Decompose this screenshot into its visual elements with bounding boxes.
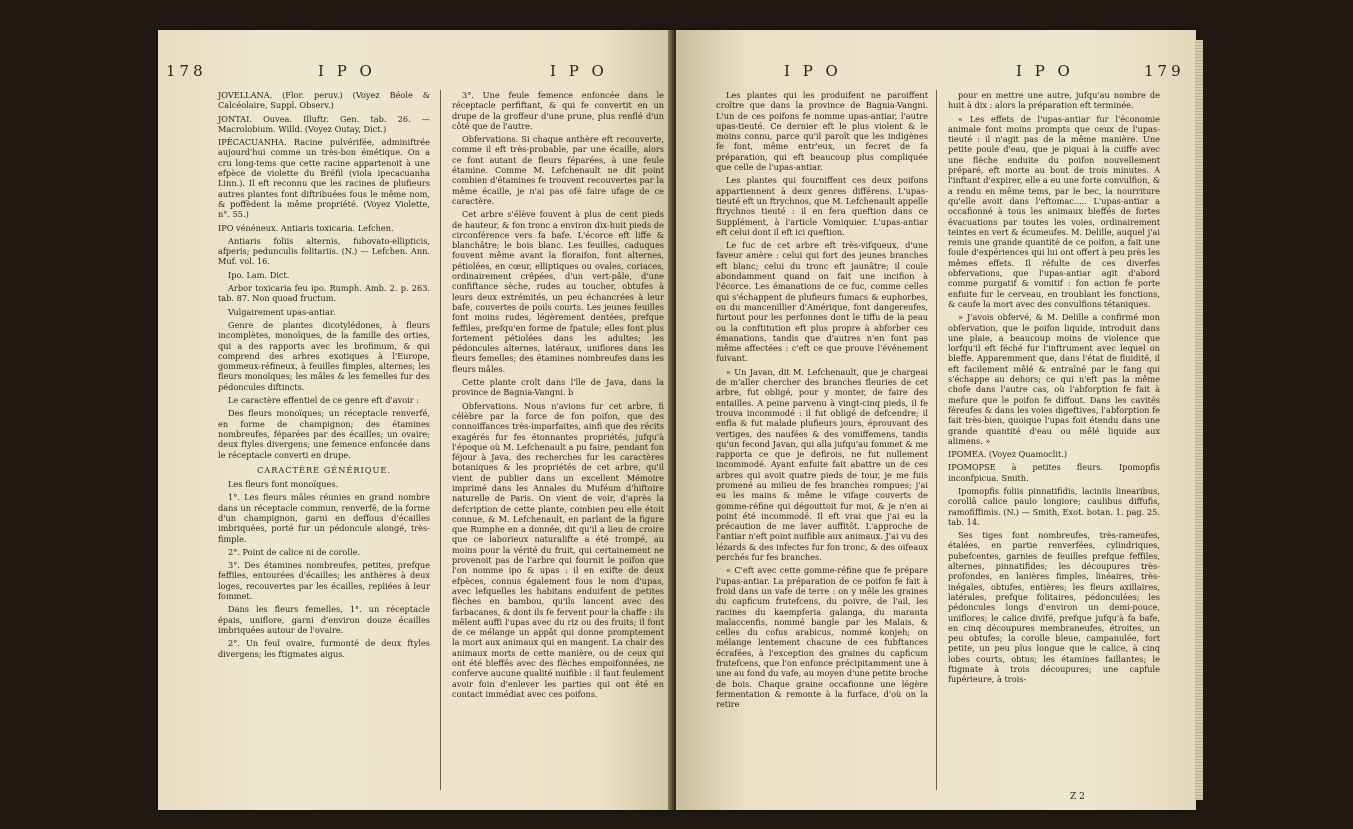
paragraph: Genre de plantes dicotylédones, à fleurs incomplètes, monoïques, de la famille des orties, qui a des rapports avec les brofimum, & qui comprend des arbres exotiques à l'Europe, gommeux-réfineux, à feuilles fimples, alternes; les fleurs monoïques; les mâles & les femelles fur des pédoncules diftincts. [218,319,430,392]
paragraph: Ipo. Lam. Dict. [228,269,290,280]
paragraph: IPOMEA. (Voyez Quamoclit.) [948,449,1068,460]
paragraph: 2°. Un feul ovaire, furmonté de deux ftyles divergens; les ftigmates aigus. [218,638,430,659]
right-column-2 [948,90,1160,688]
paragraph: Ses tiges font nombreufes, très-rameufes, étalées, en partie renverfées, cylindriques, pubefcentes, garnies de feuilles prefque feffiles, alternes, pinnatifides; les découpures très-profondes, en lanières fimples, linéaires, très-inégales, obtufes, entières; les fleurs axillaires, latérales, prefque folitaires, pédonculées; les pédoncules longs d'environ un demi-pouce, uniflores; le calice divifé, prefque jufqu'à fa bafe, en cinq découpures membraneufes, étroites, un peu obtufes; la corolle bleue, campanulée, fort petite, un peu plus longue que le calice, à cinq lobes courts, obtus; les étamines faillantes; le ftigmate à trois découpures; une capfule fupérieure, à trois- [948,530,1160,685]
paragraph: « Les effets de l'upas-antiar fur l'économie animale font moins prompts que ceux de l'upas-tieuté : il n'agit pas de la même manière. Une petite poule d'eau, que je piquai à la cuiffe avec une flèche enduite du poifon nouvellement préparé, eft morte au bout de trois minutes. A l'inftant d'expirer, elle a eu une forte convulfion, & a rendu en même tems, par le bec, la nourriture qu'elle avoit dans l'eftomac..... L'upas-antiar a occafionné à tous les animaux bleffés de fortes évacuations par toutes les voies, ordinairement teintes en vert & écumeufes. M. Delille, auquel j'ai remis une grande quantité de ce poifon, a fait une foule d'expériences qui lui ont offert à peu près les mêmes effets. Il réfulte de ces diverfes obfervations, que l'upas-antiar agit d'abord comme purgatif & vomitif : fon action fe porte enfuite fur le cerveau, en troublant les fonctions, & caufe la mort avec des convulfions tétaniques. [948,113,1160,309]
paragraph: « Un Javan, dit M. Lefchenault, que je chargeai de m'aller chercher des branches fleuries de cet arbre, fut obligé, pour y monter, de faire des entailles. A peine parvenu à vingt-cinq pieds, il fe trouva incommodé : il fut obligé de defcendre; il enfla & fut malade plufieurs jours, éprouvant des vertiges, des naufées & des vomiffemens, tandis qu'un fecond Javan, qui alla jufqu'au fommet & me rapporta ce que je defirois, ne fut nullement incommodé. Ayant enfuite fait abattre un de ces arbres qui avoit quatre pieds de tour, je me fuis promené au milieu de fes branches rompues; j'ai eu les mains & même le vifage couverts de gomme-réfine qui dégouttoit fur moi, & je n'en ai point été incommodé. Il eft vrai que j'ai eu la précaution de me laver auffitôt. L'approche de l'antiar n'eft point nuifible aux animaux. J'ai vu des lézards & des infectes fur fon tronc, & des oifeaux perchés fur fes branches. [716,366,928,563]
paragraph: Les plantes qui les produifent ne paroiffent croître que dans la province de Bagnia-Vangni. L'un de ces poifons fe nomme upas-antiar, l'autre upas-tieuté. Ce dernier eft le plus violent & le moins connu, parce qu'il paroît que les indigènes fe font, même entr'eux, un fecret de fa préparation, qui eft beaucoup plus compliquée que celle de l'upas-antiar. [716,90,928,173]
column-rule [440,90,441,790]
paragraph: Cet arbre s'élève fouvent à plus de cent pieds de hauteur, & fon tronc a environ dix-huit pieds de circonférence vers fa bafe. L'écorce eft liffe & blanchâtre; le bois blanc. Les feuilles, caduques fouvent même avant la floraifon, font alternes, pétiolées, en cœur, elliptiques ou ovales, coriaces, ordinairement crêpées, d'un vert-pâle, d'une confiftance sèche, rudes au toucher, obtufes à leurs deux extrémités, un peu échancrées à leur bafe, couvertes de poils courts. Les jeunes feuilles font moins rudes, légèrement dentées, prefque feffiles, prefqu'en forme de fpatule; elles font plus fortement pétiolées dans les adultes; les pédoncules alternes, latéraux, uniflores dans les fleurs femelles; des étamines nombreufes dans les fleurs mâles. [452,209,664,374]
paragraph: 2°. Point de calice ni de corolle. [228,546,361,557]
running-head-right-2: I P O [1016,62,1074,80]
paragraph: Vulgairement upas-antiar. [228,306,336,317]
book-edge [1195,40,1203,800]
running-head-right-1: I P O [784,62,842,80]
paragraph: 3°. Une feule femence enfoncée dans le réceptacle perfiftant, & qui fe convertit en un drupe de la groffeur d'une prune, plus renflé d'un côté que de l'autre. [452,90,664,131]
paragraph: pour en mettre une autre, jufqu'au nombre de huit à dix : alors la préparation eft terminée. [948,90,1160,111]
paragraph: Antiaris foliis alternis, fubovato-ellipticis, afperis; pedunculis folitariis. (N.) — Lefchen. Ann. Muf. vol. 16. [218,235,430,267]
paragraph: Arbor toxicaria feu ipo. Rumph. Amb. 2. p. 263. tab. 87. Non quoad fructum. [218,283,430,304]
paragraph: JONTAI. Ouvea. Illuftr. Gen. tab. 26. — Macrolobium. Willd. (Voyez Outay, Dict.) [218,113,430,134]
running-head-left-2: I P O [550,62,608,80]
running-head-left-1: I P O [318,62,376,80]
paragraph: IPOMOPSE à petites fleurs. Ipomopfis inconfpicua. Smith. [948,462,1160,483]
paragraph: JOVELLANA. (Flor. peruv.) (Voyez Béole & Calcéolaire, Suppl. Observ.) [218,90,430,111]
paragraph: Cette plante croît dans l'île de Java, dans la province de Bagnia-Vangni. b [452,377,664,398]
paragraph: Les fleurs font monoïques. [228,479,339,490]
paragraph: Le caractère effentiel de ce genre eft d'avoir : [228,395,420,406]
paragraph: IPO vénéneux. Antiaris toxicaria. Lefchen. [218,222,394,233]
paragraph: Ipomopfis foliis pinnatifidis, laciniis linearibus, corollâ calice paulo longiore; caulibus diffufis, ramofiffimis. (N.) — Smith, Exot. botan. 1. pag. 25. tab. 14. [948,485,1160,527]
paragraph: Le fuc de cet arbre eft très-vifqueux, d'une faveur amère : celui qui fort des jeunes branches eft blanc; celui du tronc eft jaunâtre; il coule abondamment quand on fait une incifion à l'écorce. Les émanations de ce fuc, comme celles qui s'échappent de plufieurs fumacs & euphorbes, ou du mancenillier d'Amérique, font dangereufes, furtout pour les perfonnes dont le tiffu de la peau ou la conftitution eft plus propre à abforber ces émanations, tandis que d'autres n'en font pas même affectées : c'eft ce que prouve l'événement fuivant. [716,240,928,364]
paragraph: « C'eft avec cette gomme-réfine que fe prépare l'upas-antiar. La préparation de ce poifon fe fait à froid dans un vafe de terre : on y mêle les graines du capficum frutefcens, du poivre, de l'ail, les racines du kaempferia galanga, du maranta malaccenfis, nommé bangle par les Malais, & celles du cofus arabicus, nommé konjeh; on mélange lentement chacune de ces fubftances écrafées, à l'exception des graines du capficum frutefcens, que l'on enfonce précipitamment une à une au fond du vafe, au moyen d'une petite broche de bois. Chaque graine occafionne une légère fermentation & remonte à la furface, d'où on la retire [716,565,928,710]
left-column-1 [218,90,430,662]
column-rule [936,90,937,790]
paragraph: 3°. Des étamines nombreufes, petites, prefque feffiles, entourées d'écailles; les anthères à deux loges, recouvertes par les écailles, repliées à leur fommet. [218,560,430,602]
paragraph: Obfervations. Si chaque anthère eft recouverte, comme il eft très-probable, par une écaille, alors ce font autant de fleurs féparées, à une feule étamine. Comme M. Lefchenault ne dit point combien d'étamines fe trouvent recouvertes par la même écaille, je n'ai pas ofé faire ufage de ce caractère. [452,134,664,206]
right-page [676,30,1196,810]
right-column-1 [716,90,928,713]
page-number-left: 178 [166,62,207,80]
paragraph: Dans les fleurs femelles, 1°. un réceptacle épais, uniflore, garni d'environ douze écailles imbriquées autour de l'ovaire. [218,604,430,635]
left-page [158,30,674,810]
signature-mark: Z 2 [1070,792,1085,802]
paragraph: Les plantes qui fourniffent ces deux poifons appartiennent à deux genres différens. L'upas-tieuté eft un ftrychnos, que M. Lefchenault appelle ftrychnos tieuté : il en fera queftion dans ce Supplément, à l'article Vomiquier. L'upas-antiar eft celui dont il eft ici queftion. [716,175,928,237]
page-number-right: 179 [1144,62,1185,80]
paragraph: CARACTÈRE GÉNÉRIQUE. [257,464,391,475]
paragraph: IPÉCACUANHA. Racine pulvérifée, adminiftrée aujourd'hui comme un très-bon émétique. On a cru long-tems que cette racine appartenoit à une efpèce de violette du Bréfil (viola ipecacuanha Linn.). Il eft reconnu que les racines de plufieurs autres plantes font diftribuées fous le même nom, & poffèdent la même propriété. (Voyez Violette, n°. 55.) [218,137,430,220]
paragraph: 1°. Les fleurs mâles réunies en grand nombre dans un réceptacle commun, renverfé, de la forme d'un champignon, garni en deffous d'écailles imbriquées, porté fur un pédoncule alongé, très-fimple. [218,492,430,544]
left-column-2 [452,90,664,702]
paragraph: Obfervations. Nous n'avions fur cet arbre, fi célèbre par la force de fon poifon, que des connoiffances très-imparfaites, ainfi que des récits exagérés fur fes étonnantes propriétés, jufqu'à l'époque où M. Lefchenault a pu faire, pendant fon féjour à Java, des recherches fur les caractères botaniques & les propriétés de cet arbre, qu'il vient de publier dans un excellent Mémoire imprimé dans les Annales du Muféum d'hiftoire naturelle de Paris. On vient de voir, d'après la defcription de cette plante, combien peu elle étoit connue, & M. Lefchenault, en parlant de la figure que Rumphe en a donnée, dit qu'il a lieu de croire que ce laborieux naturalifte a été trompé, au moins pour la vérité du fruit, qui certainement ne provenoit pas de l'arbre qui fournit le poifon que l'on nomme ipo & upas : il en exifte de deux efpèces, connus également fous le nom d'upas, avec lefquelles les habitans enduifent de petites flèches en bambou, qu'ils lancent avec des farbacanes, & dont ils fe fervent pour la chaffe : ils mêlent auffi l'upas avec du riz ou des fruits; il font de ce mélange un appât qui donne promptement la mort aux animaux qui en mangent. La chair des animaux morts de cette manière, ou de ceux qui ont été bleffés avec des flèches empoifonnées, ne conferve aucune qualité nuifible : il faut feulement avoir foin d'enlever les parties qui ont été en contact immédiat avec ces poifons. [452,400,664,699]
paragraph: » J'avois obfervé, & M. Delille a confirmé mon obfervation, que le poifon liquide, introduit dans une plaie, a beaucoup moins de violence que lorfqu'il eft féché fur l'inftrument avec lequel on bleffe. Apparemment que, dans l'état de fluidité, il eft facilement mêlé & entraîné par le fang qui s'échappe au dehors; ce qui n'eft pas la même chofe dans l'autre cas, où l'abforption fe fait à mefure que le poifon fe diffout. Dans les cavités féreufes & dans les voies digeftives, l'abforption fe fait très-bien, quoique l'upas foit étendu dans une grande quantité d'eau ou mêlé liquide aux alimens. » [948,312,1160,446]
paragraph: Des fleurs monoïques; un réceptacle renverfé, en forme de champignon; des étamines nombreufes, féparées par des écailles; un ovaire; deux ftyles divergens; une femence enfoncée dans le réceptacle converti en drupe. [218,408,430,460]
